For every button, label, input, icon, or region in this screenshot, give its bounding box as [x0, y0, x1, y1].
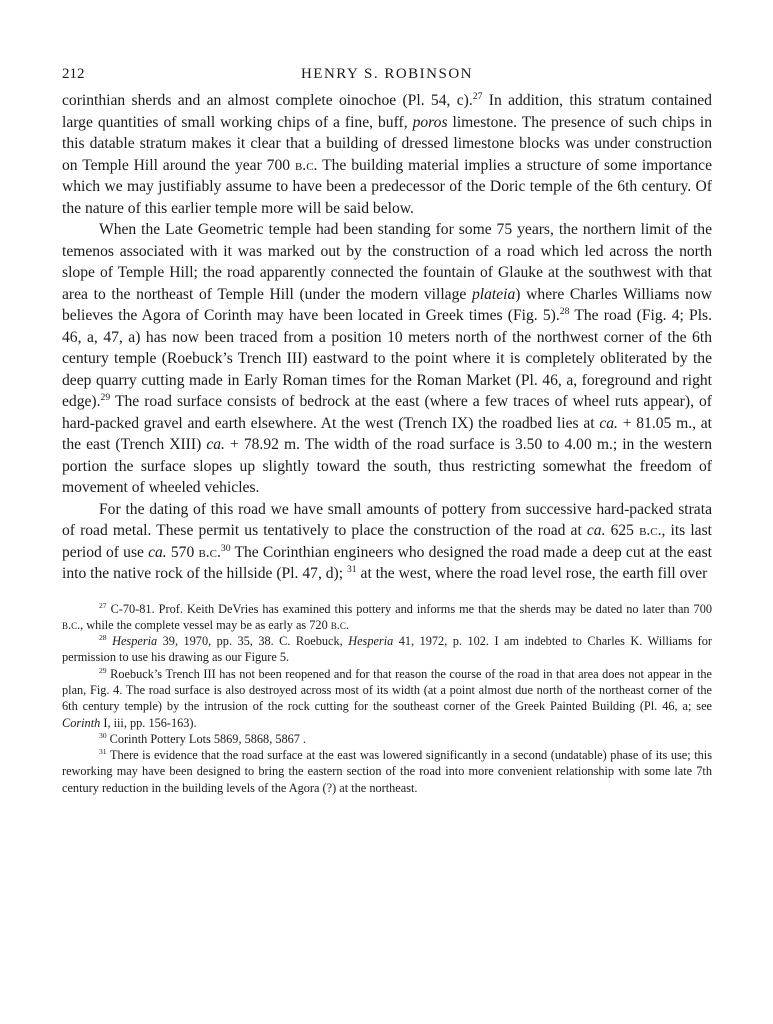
paragraph — [62, 90, 712, 219]
footnote-31 — [62, 747, 712, 796]
text-run: For the dating of this road we have small amounts of pottery from successive hard-packed strata of road metal. These permit us tentatively to place the construction of the road at — [62, 500, 712, 539]
text-run: I, iii, pp. 156-163). — [100, 715, 197, 730]
footnote-27 — [62, 601, 712, 634]
text-run: + 78.92 m. The width of the road surface is 3.50 to 4.00 m.; in the western portion the surface slopes up slightly toward the south, thus restricting somewhat the freedom of movement of wheeled vehicles. — [62, 436, 712, 496]
italic-text: poros — [412, 113, 448, 131]
text-run: corinthian sherds and an almost complete oinochoe (Pl. 54, c). — [62, 92, 473, 109]
text-run: The road (Fig. 4; Pls. 46, a, 47, a) has now been traced from a position 10 meters north of the northwest corner of the 6th century temple (Roebuck’s Trench III) eastward to the point where it is completely obliterated by the deep quarry cutting made in Early Roman times for the Roman Market (Pl. 46, a, foreground and right edge). — [62, 307, 713, 410]
italic-text: Corinth — [62, 715, 101, 730]
footnote-ref: 30 — [220, 542, 231, 554]
italic-text: Hesperia — [112, 634, 158, 649]
body-text — [62, 90, 712, 585]
text-run: Corinth Pottery Lots 5869, 5868, 5867 . — [106, 731, 307, 746]
footnotes — [62, 601, 712, 797]
footnote-30 — [62, 731, 712, 747]
footnote-ref: 29 — [99, 665, 107, 675]
text-run: 39, 1970, pp. 35, 38. C. Roebuck, — [157, 634, 349, 649]
footnote-ref: 30 — [99, 730, 107, 740]
footnote-ref: 28 — [99, 633, 107, 642]
paragraph — [62, 219, 712, 499]
text-run: , its last period of use — [62, 522, 712, 561]
italic-text: plateia — [471, 285, 516, 303]
text-run: The Corinthian engineers who designed the road made a deep cut at the east into the native rock of the hillside (Pl. 47, d); — [62, 543, 712, 582]
small-caps-text: b.c. — [294, 156, 318, 174]
italic-text: ca. — [586, 522, 606, 539]
footnote-28 — [62, 633, 712, 666]
paragraph — [62, 499, 712, 585]
running-head-author: HENRY S. ROBINSON — [300, 66, 474, 82]
footnote-ref: 31 — [99, 747, 107, 757]
text-run: + 81.05 m., at the east (Trench XIII) — [62, 414, 713, 453]
text-run: C-70-81. Prof. Keith DeVries has examined this pottery and informs me that the sherds may be dated no later than 700 — [106, 601, 712, 616]
text-run: In addition, this stratum contained large quantities of small working chips of a fine, buff, — [62, 92, 712, 131]
text-run: Roebuck’s Trench III has not been reopened and for that reason the course of the road in that area does not appear in the plan, Fig. 4. The road surface is also destroyed across most of its width (at a point almost due north of the northeast corner of the 6th century temple) by the intrusion of the rock cutting for the southeast corner of the Greek Painted Building (Pl. 46, a; see — [62, 666, 712, 714]
footnote-ref: 28 — [559, 305, 570, 317]
text-run: 41, 1972, p. 102. I am indebted to Charles K. Williams for permission to use his drawing as our Figure 5. — [62, 634, 713, 665]
running-head — [62, 62, 712, 90]
small-caps-text: b.c. — [62, 617, 81, 632]
text-run: There is evidence that the road surface at the east was lowered significantly in a second (undatable) phase of its use; this reworking may have been designed to bring the eastern section of the road into more convenient relationship with some late 7th century reduction in the building levels of the Agora (?) at the northeast. — [62, 748, 712, 795]
italic-text: ca. — [206, 436, 225, 453]
text-run: , while the complete vessel may be as early as 720 — [80, 617, 331, 632]
text-run: When the Late Geometric temple had been standing for some 75 years, the northern limit of the temenos associated with it was marked out by the construction of a road which led across the north slope of Temple Hill; the road apparently connected the fountain of Glauke at the southwest with that area to the northeast of Temple Hill (under the modern village — [62, 221, 712, 303]
small-caps-text: b.c. — [330, 617, 349, 632]
page-number: 212 — [62, 66, 85, 82]
text-run: 570 — [166, 543, 199, 561]
footnote-29 — [62, 666, 712, 731]
italic-text: Hesperia — [348, 634, 394, 649]
italic-text: ca. — [599, 414, 618, 432]
text-run: 625 — [605, 522, 640, 539]
page — [62, 62, 712, 796]
footnote-ref: 29 — [100, 391, 111, 403]
text-run: The road surface consists of bedrock at the east (where a few traces of wheel ruts appear), of hard-packed gravel and earth elsewhere. At the west (Trench IX) the roadbed lies at — [62, 393, 712, 432]
italic-text: ca. — [148, 543, 167, 561]
small-caps-text: b.c. — [198, 543, 221, 561]
text-run: The building material implies a structure of some importance which we may justifiably assume to have been a predecessor of the Doric temple of the 6th century. Of the nature of this earlier temple more will be said below. — [62, 156, 712, 217]
footnote-ref: 27 — [472, 90, 483, 102]
footnote-ref: 31 — [346, 563, 357, 575]
small-caps-text: b.c. — [639, 522, 662, 539]
text-run: ) where Charles Williams now believes the Agora of Corinth may have been located in Greek times (Fig. 5). — [62, 285, 712, 324]
text-run: limestone. The presence of such chips in this datable stratum makes it clear that a building of dressed limestone blocks was under construction on Temple Hill around the year 700 — [62, 113, 712, 174]
footnote-ref: 27 — [99, 600, 107, 610]
text-run: at the west, where the road level rose, the earth fill over — [356, 565, 708, 582]
